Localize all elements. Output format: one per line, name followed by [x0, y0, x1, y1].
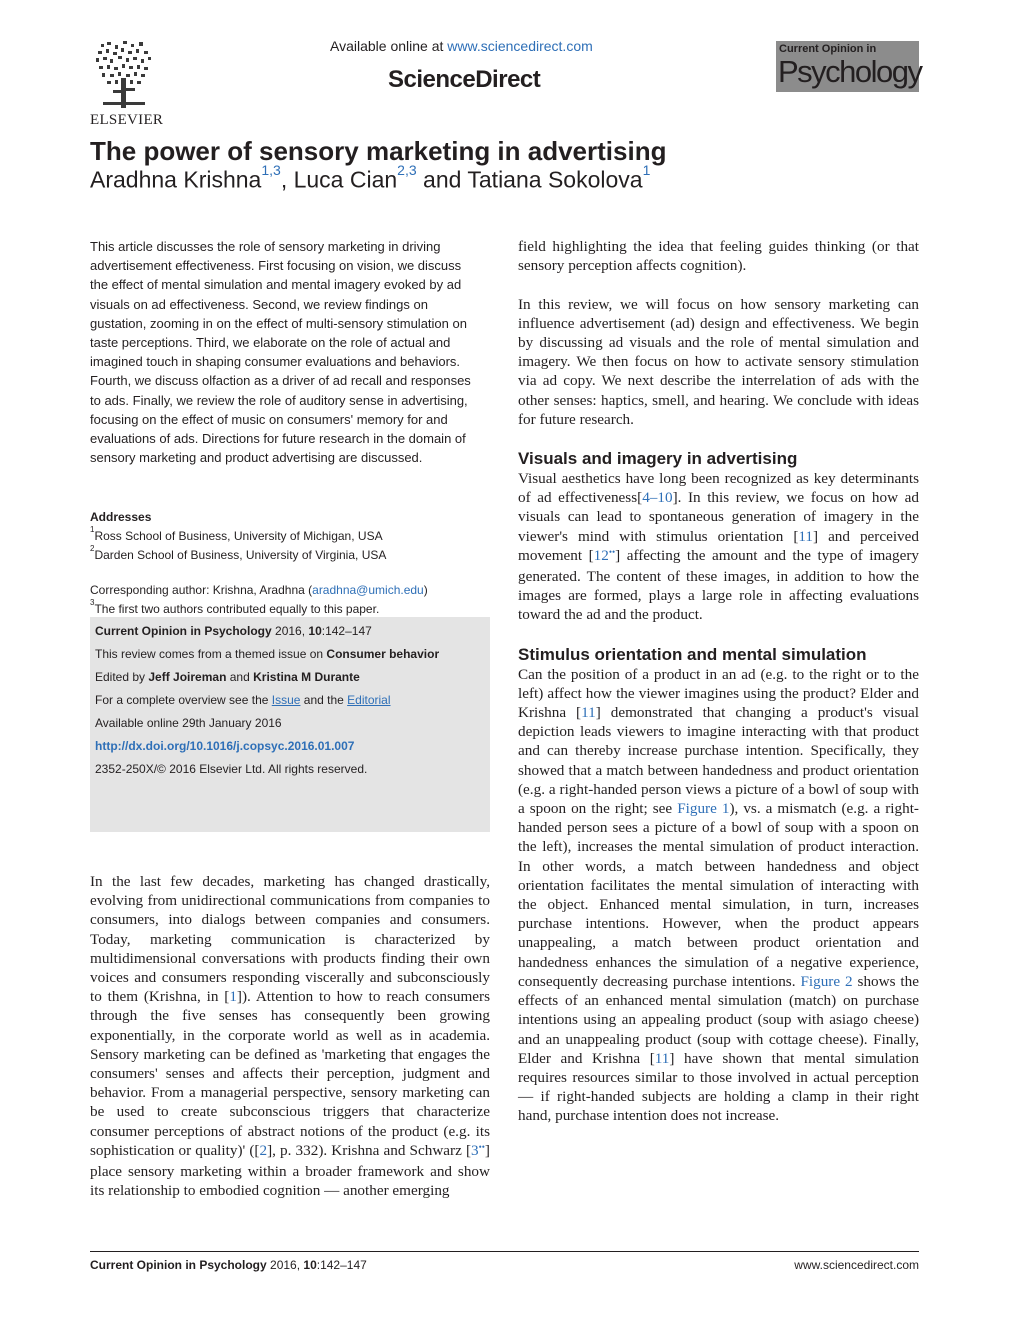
addresses-heading: Addresses — [90, 510, 152, 524]
footer-url[interactable]: www.sciencedirect.com — [794, 1258, 919, 1272]
reference-link[interactable]: 3•• — [471, 1141, 485, 1159]
journal-badge-large: Psychology — [778, 54, 922, 89]
available-prefix: Available online at — [330, 38, 448, 54]
themed-issue-line: This review comes from a themed issue on Consumer behavior — [95, 647, 440, 661]
edited-by-line: Edited by Jeff Joireman and Kristina M Durante — [95, 670, 360, 684]
figure-link[interactable]: Figure 1 — [677, 800, 730, 818]
corresponding-author: Corresponding author: Krishna, Aradhna (aradhna@umich.edu) — [90, 583, 428, 597]
available-online-text — [330, 38, 593, 54]
body-right-column — [518, 237, 919, 1145]
journal-badge — [776, 41, 922, 92]
reference-link[interactable]: 11 — [798, 527, 814, 545]
journal-badge-small: Current Opinion in — [779, 43, 877, 55]
author-separator: and — [416, 166, 468, 193]
reference-link[interactable]: 11 — [581, 704, 596, 722]
reference-link[interactable]: 2 — [259, 1141, 268, 1159]
citation-line: Current Opinion in Psychology 2016, 10:142–147 — [95, 624, 372, 638]
reference-link[interactable]: 4–10 — [642, 489, 673, 507]
equal-contribution-note: $^3$The first two authors contributed equally to this paper. — [90, 598, 380, 616]
address-item: $^1$Ross School of Business, University of Michigan, USA — [90, 525, 383, 543]
issue-link[interactable]: Issue — [271, 693, 301, 707]
abstract: This article discusses the role of sensory marketing in driving advertisement effectiveness. First focusing on vision, we discuss the effect of mental simulation and mental imagery evoked by ad visuals on ad effectiveness. Second, we review findings on gustation, zooming in on the effect of multi-sensory stimulation on taste perceptions. Third, we elaborate on the role of actual and imagined touch in shaping consumer evaluations and behaviors. Fourth, we discuss olfaction as a driver of ad recall and responses to ads. Finally, we review the role of auditory sense in advertising, focusing on the effect of music on consumers' memory for and evaluations of ads. Directions for future research in the domain of sensory marketing and product advertising are discussed. — [90, 239, 471, 466]
doi-link[interactable]: http://dx.doi.org/10.1016/j.copsyc.2016.01.007 — [95, 739, 355, 753]
reference-link[interactable]: 11 — [654, 1049, 670, 1067]
body-left-column — [90, 872, 490, 1220]
copyright-line: 2352-250X/© 2016 Elsevier Ltd. All rights reserved. — [95, 762, 368, 776]
section-heading: Visuals and imagery in advertising — [518, 449, 798, 469]
body-paragraph: Visual aesthetics have long been recognized as key determinants of ad effectiveness[4–10]. In this review, we focus on how ad visuals can lead to spontaneous generation of imagery in the viewer's mind with stimulus orientation [11] and perceived movement [12••] affecting the amount and the type of imagery generated. The content of these images, in addition to how the images are formed, plays a large role in affecting evaluations toward the ad and the product. — [518, 470, 920, 624]
footer-rule — [90, 1251, 919, 1252]
section-heading: Stimulus orientation and mental simulation — [518, 644, 867, 664]
footer-citation: Current Opinion in Psychology 2016, 10:142–147 — [90, 1258, 367, 1272]
overview-line: For a complete overview see the Issue and the Editorial — [95, 693, 391, 707]
author-name: Aradhna Krishna — [90, 166, 262, 193]
article-info-box — [90, 617, 490, 832]
body-paragraph: Can the position of a product in an ad (e.g. to the right or to the left) affect how the viewer imagines using the product? Elder and Krishna [11] demonstrated that changing a product's visual depiction leads viewers to imagine interacting with that product and can thereby increase purchase intention. Specifically, they showed that a match between handedness and product orientation (e.g. a right-handed person views a picture of a bowl of soup with a spoon on the right; see Figure 1), vs. a mismatch (e.g. a right-handed person sees a picture of a bowl of soup with a spoon on the left), increases the mental simulation of product interaction. In other words, a match between handedness and object orientation facilitates the mental simulation of interacting with the object. Enhanced mental simulation, in turn, increases purchase intentions. However, when the product appears unappealing, a match between product orientation and handedness enhances the simulation of a negative experience, consequently decreasing purchase intentions. Figure 2 shows the effects of an enhanced mental simulation (match) on purchase intentions using an appealing product (soup with asiago cheese) and an unappealing product (soup with cottage cheese). Finally, Elder and Krishna [11] have shown that mental simulation requires resources similar to those involved in actual perception — if right-handed subjects are holding a clamp in their right hand, purchase intention does not increase. — [518, 665, 919, 1125]
author-name: Tatiana Sokolova — [467, 166, 643, 193]
recommended-dots: •• — [478, 1141, 485, 1152]
reference-link[interactable]: 1 — [229, 988, 237, 1006]
elsevier-logo — [90, 40, 170, 130]
author-separator: , — [280, 166, 294, 193]
reference-link[interactable]: 12•• — [593, 546, 616, 564]
editorial-link[interactable]: Editorial — [347, 693, 391, 707]
email-link[interactable]: aradhna@umich.edu — [312, 583, 424, 597]
publisher-name: ELSEVIER — [90, 112, 164, 128]
author-affiliation[interactable]: 1,3 — [261, 162, 281, 178]
online-date: Available online 29th January 2016 — [95, 716, 282, 730]
author-affiliation[interactable]: 1 — [642, 162, 651, 178]
body-paragraph: In this review, we will focus on how sensory marketing can influence advertisement (ad) design and effectiveness. We begin by discussing ad visuals and the role of mental simulation and imagery. We then focus on how to activate sensory stimulation via ad copy. We next describe the interrelation of ads with the other senses: haptics, smell, and hearing. We conclude with ideas for future research. — [518, 295, 919, 428]
recommended-dots: •• — [608, 546, 616, 557]
body-paragraph: field highlighting the idea that feeling guides thinking (or that sensory perception affects cognition). — [518, 238, 919, 275]
author-name: Luca Cian — [293, 166, 398, 193]
article-title: The power of sensory marketing in advertising — [90, 136, 667, 166]
sciencedirect-brand: ScienceDirect — [388, 66, 541, 93]
figure-link[interactable]: Figure 2 — [800, 972, 853, 990]
address-item: $^2$Darden School of Business, University of Virginia, USA — [90, 544, 387, 562]
sciencedirect-link[interactable]: www.sciencedirect.com — [447, 38, 593, 54]
author-affiliation[interactable]: 2,3 — [397, 162, 417, 178]
introduction-paragraph: In the last few decades, marketing has changed drastically, evolving from unidirectional communications from companies to consumers, into dialogs between companies and consumers. Today, marketing communication is characterized by multidimensional conversations with products finding their own voices and consumers responding viscerally and subconsciously to them (Krishna, in [1]). Attention to how to reach consumers through the five senses has consequently been growing exponentially, in the corporate world as well as in academia. Sensory marketing can be defined as 'marketing that engages the consumers' senses and affects their perception, judgment and behavior. From a managerial perspective, sensory marketing can be used to create subconscious triggers that characterize consumer perceptions of abstract notions of the product (e.g. its sophistication or quality)' ([2], p. 332). Krishna and Schwarz [3••] place sensory marketing within a broader framework and show its relationship to embodied cognition — another emerging — [90, 873, 490, 1200]
author-list — [90, 162, 651, 194]
elsevier-tree-icon — [93, 40, 155, 110]
addresses — [90, 510, 490, 617]
